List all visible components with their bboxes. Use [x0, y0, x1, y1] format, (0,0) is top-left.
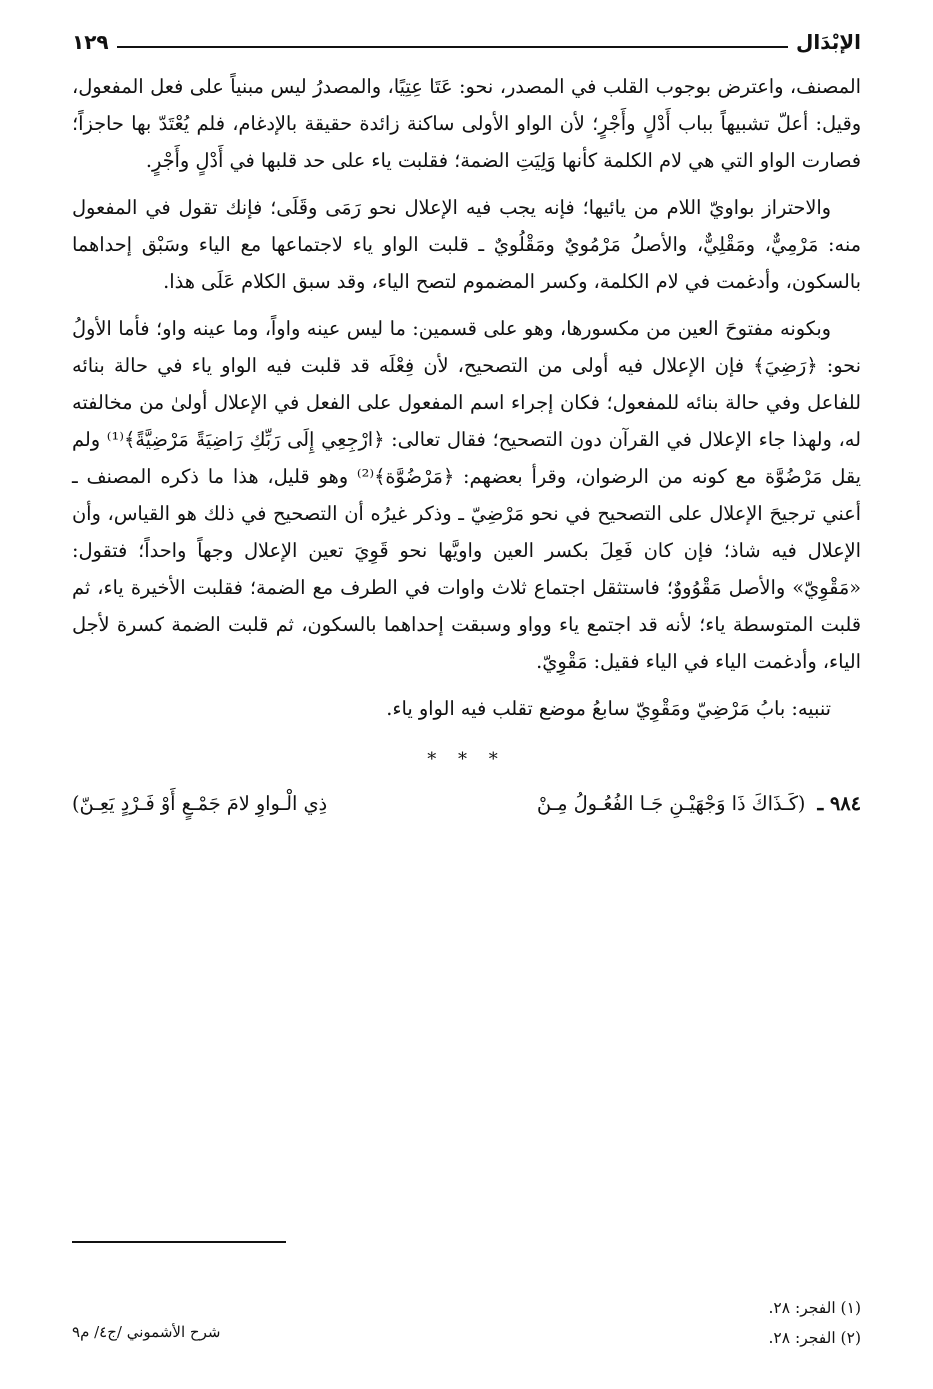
verse-first-text: (كَـذَاكَ ذَا وَجْهَيْـنِ جَـا الفُعُـولُ مِـنْ — [536, 792, 806, 815]
page-number: ١٢٩ — [72, 30, 109, 54]
page-body — [72, 68, 861, 822]
header-rule — [117, 46, 788, 48]
verse-first-hemistich — [467, 786, 862, 822]
footnote-2: (٢) الفجر: ٢٨. — [768, 1329, 861, 1347]
paragraph-3: وبكونه مفتوحَ العين من مكسورها، وهو على قسمين: ما ليس عينه واواً، وما عينه واو؛ فأما الأولُ نحو: ﴿رَضِيَ﴾ فإن الإعلال فيه أولى من التصحيح، لأن فِعْلَه قد قلبت فيه الواو ياء في حالة بنائه للفاعل وفي حالة بنائه للمفعول؛ فكان إجراء اسم المفعول على الفعل في الإعلال أولىٰ من مخالفته له، ولهذا جاء الإعلال في القرآن دون التصحيح؛ فقال تعالى: ﴿ارْجِعِي إِلَى رَبِّكِ رَاضِيَةً مَرْضِيَّةً﴾⁽¹⁾ ولم يقل مَرْضُوَّة مع كونه من الرضوان، وقرأ بعضهم: ﴿مَرْضُوَّة﴾⁽²⁾ وهو قليل، هذا ما ذكره المصنف ـ أعني ترجيحَ الإعلال على التصحيح في نحو مَرْضِيّ ـ وذكر غيرُه أن التصحيح في ذلك هو القياس، وأن الإعلال فيه شاذ؛ فإن كان فَعِلَ بكسر العين واويَّها نحو قَوِيَ تعين الإعلال وجهاً واحداً؛ فتقول: «مَقْوِيّ» والأصل مَقْوُووٌ؛ فاستثقل اجتماع ثلاث واوات في الطرف مع الضمة؛ فقلبت الأخيرة ياء، ثم قلبت المتوسطة ياء؛ لأنه قد اجتمع ياء وواو وسبقت إحداهما بالسكون، ثم قلبت الضمة كسرة لأجل الياء، وأدغمت الياء في الياء فقيل: مَقْوِيّ. — [72, 317, 862, 673]
verse-second-hemistich: ذِي الْـواوِ لامَ جَمْـعٍ أَوْ فَـرْدٍ يَعِـنّ) — [72, 792, 328, 815]
section-separator: * * * — [427, 749, 506, 770]
verse-line — [72, 786, 861, 822]
footnote-rule — [72, 1241, 286, 1243]
signature-mark: شرح الأشموني /ج٤/ م٩ — [72, 1323, 221, 1341]
chapter-title: الإبْدَال — [795, 30, 861, 54]
paragraph-1: المصنف، واعترض بوجوب القلب في المصدر، نحو: عَتَا عِتِيًا، والمصدرُ ليس مبنياً على فعل المفعول، وقيل: أعلّ تشبيهاً بباب أَدْلٍ وأَجْرٍ؛ لأن الواو الأولى ساكنة زائدة حقيقة بالإدغام، فلم يُعْتَدّ بها حاجزاً؛ فصارت الواو التي هي لام الكلمة كأنها وَلِيَتِ الضمة؛ فقلبت ياء على حد قلبها في أَدْلٍ وأَجْرٍ. — [72, 75, 861, 172]
running-header — [72, 28, 861, 54]
footnote-1: (١) الفجر: ٢٨. — [768, 1299, 861, 1317]
paragraph-note: تنبيه: بابُ مَرْضِيّ ومَقْوِيّ سابعُ موضع تقلب فيه الواو ياء. — [386, 697, 831, 720]
paragraph-2: والاحتراز بواويّ اللام من يائيها؛ فإنه يجب فيه الإعلال نحو رَمَى وقَلَى؛ فإنك تقول في المفعول منه: مَرْمِيٌّ، ومَقْلِيٌّ، والأصلُ مَرْمُويٌ ومَقْلُويٌ ـ قلبت الواو ياء لاجتماعها مع الياء وسَبْق إحداهما بالسكون، وأدغمت في لام الكلمة، وكسر المضموم لتصح الياء، وقد سبق الكلام عَلَى هذا. — [72, 196, 861, 293]
book-page — [72, 28, 861, 1369]
verse-number: ٩٨٤ ـ — [817, 792, 861, 815]
